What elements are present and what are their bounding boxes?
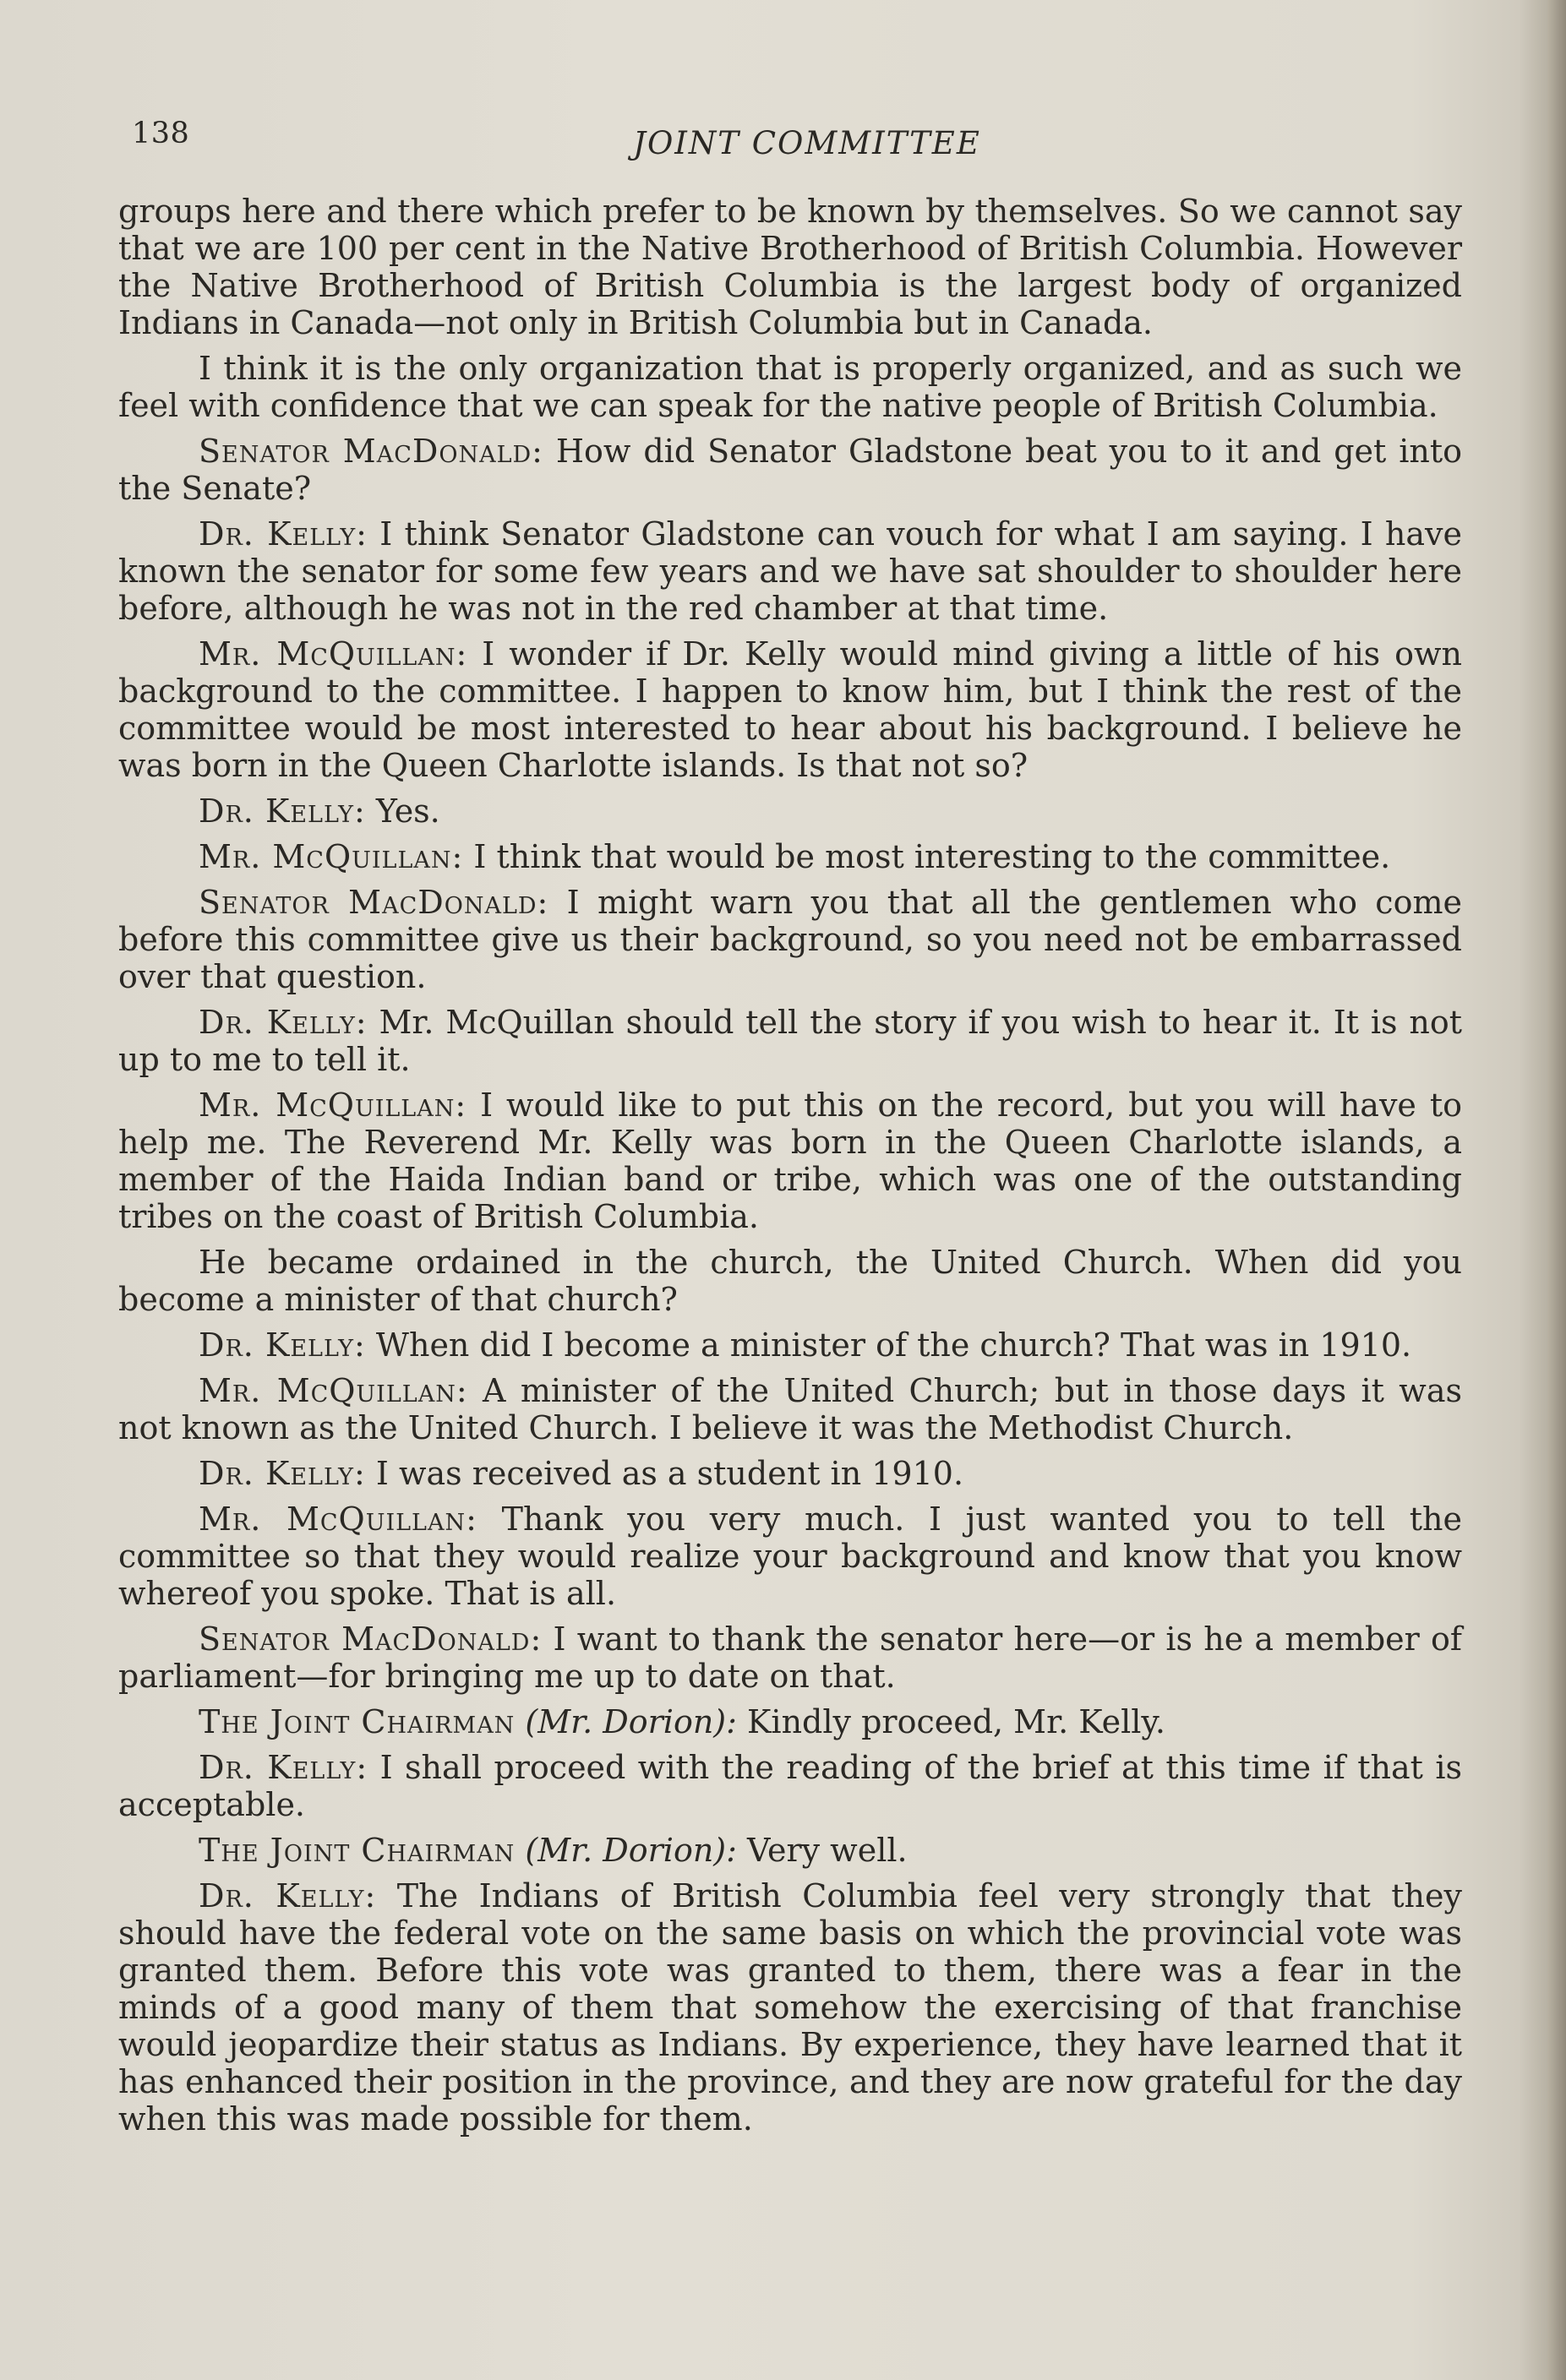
paragraph-text: I shall proceed with the reading of the brief at this time if that is acceptable. xyxy=(118,1749,1462,1823)
paragraph-text: I want to thank the senator here—or is he a member of parliament—for bringing me up to date on that. xyxy=(118,1620,1462,1695)
paragraph-text: I think it is the only organization that is properly organized, and as such we feel with confidence that we can speak for the native people of British Columbia. xyxy=(118,350,1462,424)
paragraph-text: I might warn you that all the gentlemen who come before this committee give us their background, so you need not be embarrassed over that question. xyxy=(118,884,1462,995)
paragraph-text: Yes. xyxy=(375,792,440,830)
paragraph xyxy=(118,1087,1462,1235)
paragraph xyxy=(118,1372,1462,1446)
paragraph-text: Kindly proceed, Mr. Kelly. xyxy=(747,1703,1165,1740)
speaker: Dr. Kelly: xyxy=(199,1326,366,1364)
paragraph xyxy=(118,1832,1462,1869)
paragraph xyxy=(118,193,1462,341)
paragraph xyxy=(118,838,1462,875)
page-body xyxy=(118,193,1462,2146)
speaker: Mr. McQuillan: xyxy=(199,1087,467,1124)
paragraph xyxy=(118,884,1462,995)
paragraph-text: groups here and there which prefer to be known by themselves. So we cannot say that we are 100 per cent in the Native Brotherhood of British Columbia. However the Native Brotherhood of British Columbia is the largest body of organized Indians in Canada—not only in British Columbia but in Canada. xyxy=(118,193,1462,341)
paragraph-text: I think Senator Gladstone can vouch for what I am saying. I have known the senator for some few years and we have sat shoulder to shoulder here before, although he was not in the red chamber at that time. xyxy=(118,515,1463,627)
speaker: Dr. Kelly: xyxy=(199,1455,366,1492)
paragraph xyxy=(118,635,1462,784)
paragraph xyxy=(118,1877,1462,2138)
speaker: Dr. Kelly: xyxy=(199,1004,368,1041)
speaker: Mr. McQuillan: xyxy=(199,1500,477,1538)
speaker: Senator MacDonald: xyxy=(199,1620,543,1658)
paragraph-text: I would like to put this on the record, but you will have to help me. The Reverend Mr. Kelly was born in the Queen Charlotte islands, a member of the Haida Indian band or tribe, which was one of the outstanding tribes on the coast of British Columbia. xyxy=(118,1087,1462,1235)
speaker: Dr. Kelly: xyxy=(199,1749,368,1786)
paragraph xyxy=(118,1326,1462,1364)
paragraph xyxy=(118,433,1462,507)
paragraph xyxy=(118,1749,1462,1823)
page-number: 138 xyxy=(132,117,190,150)
speaker: Senator MacDonald: xyxy=(199,884,549,921)
paragraph xyxy=(118,1244,1462,1318)
page-edge xyxy=(1547,0,1566,2380)
speaker: Dr. Kelly: xyxy=(199,515,368,553)
paragraph xyxy=(118,1500,1462,1612)
speaker-note: (Mr. Dorion): xyxy=(525,1832,737,1869)
paragraph-text: A minister of the United Church; but in those days it was not known as the United Church. I believe it was the Methodist Church. xyxy=(118,1372,1462,1446)
paragraph-text: I was received as a student in 1910. xyxy=(375,1455,964,1492)
paragraph xyxy=(118,350,1462,424)
paragraph-text: Mr. McQuillan should tell the story if you wish to hear it. It is not up to me to tell it. xyxy=(118,1004,1463,1078)
speaker: The Joint Chairman xyxy=(199,1703,516,1740)
paragraph xyxy=(118,1455,1462,1492)
speaker: Mr. McQuillan: xyxy=(199,635,468,673)
paragraph-text: When did I become a minister of the church? That was in 1910. xyxy=(375,1326,1412,1364)
paragraph xyxy=(118,1620,1462,1695)
paragraph xyxy=(118,1703,1462,1740)
paragraph-text: Very well. xyxy=(747,1832,908,1869)
paragraph-text: Thank you very much. I just wanted you to tell the committee so that they would realize your background and know that you know whereof you spoke. That is all. xyxy=(118,1500,1462,1612)
paragraph-text: The Indians of British Columbia feel very strongly that they should have the federal vote on the same basis on which the provincial vote was granted them. Before this vote was granted to them, there was a fear in the minds of a good many of them that somehow the exercising of that franchise would jeopardize their status as Indians. By experience, they have learned that it has enhanced their position in the province, and they are now grateful for the day when this was made possible for them. xyxy=(118,1877,1462,2138)
speaker: Dr. Kelly: xyxy=(199,1877,377,1914)
running-head: JOINT COMMITTEE xyxy=(633,125,981,161)
paragraph xyxy=(118,792,1462,830)
paragraph xyxy=(118,515,1462,627)
speaker: Mr. McQuillan: xyxy=(199,1372,468,1409)
paragraph-text: I wonder if Dr. Kelly would mind giving a little of his own background to the committee. I happen to know him, but I think the rest of the committee would be most interested to hear about his background. I believe he was born in the Queen Charlotte islands. Is that not so? xyxy=(118,635,1462,784)
speaker: Mr. McQuillan: xyxy=(199,838,464,875)
paragraph-text: He became ordained in the church, the United Church. When did you become a minister of that church? xyxy=(118,1244,1462,1318)
speaker: The Joint Chairman xyxy=(199,1832,516,1869)
speaker: Senator MacDonald: xyxy=(199,433,543,470)
speaker: Dr. Kelly: xyxy=(199,792,366,830)
paragraph xyxy=(118,1004,1462,1078)
speaker-note: (Mr. Dorion): xyxy=(525,1703,737,1740)
paragraph-text: How did Senator Gladstone beat you to it and get into the Senate? xyxy=(118,433,1462,507)
page-header xyxy=(127,110,1462,161)
paragraph-text: I think that would be most interesting to the committee. xyxy=(473,838,1391,875)
